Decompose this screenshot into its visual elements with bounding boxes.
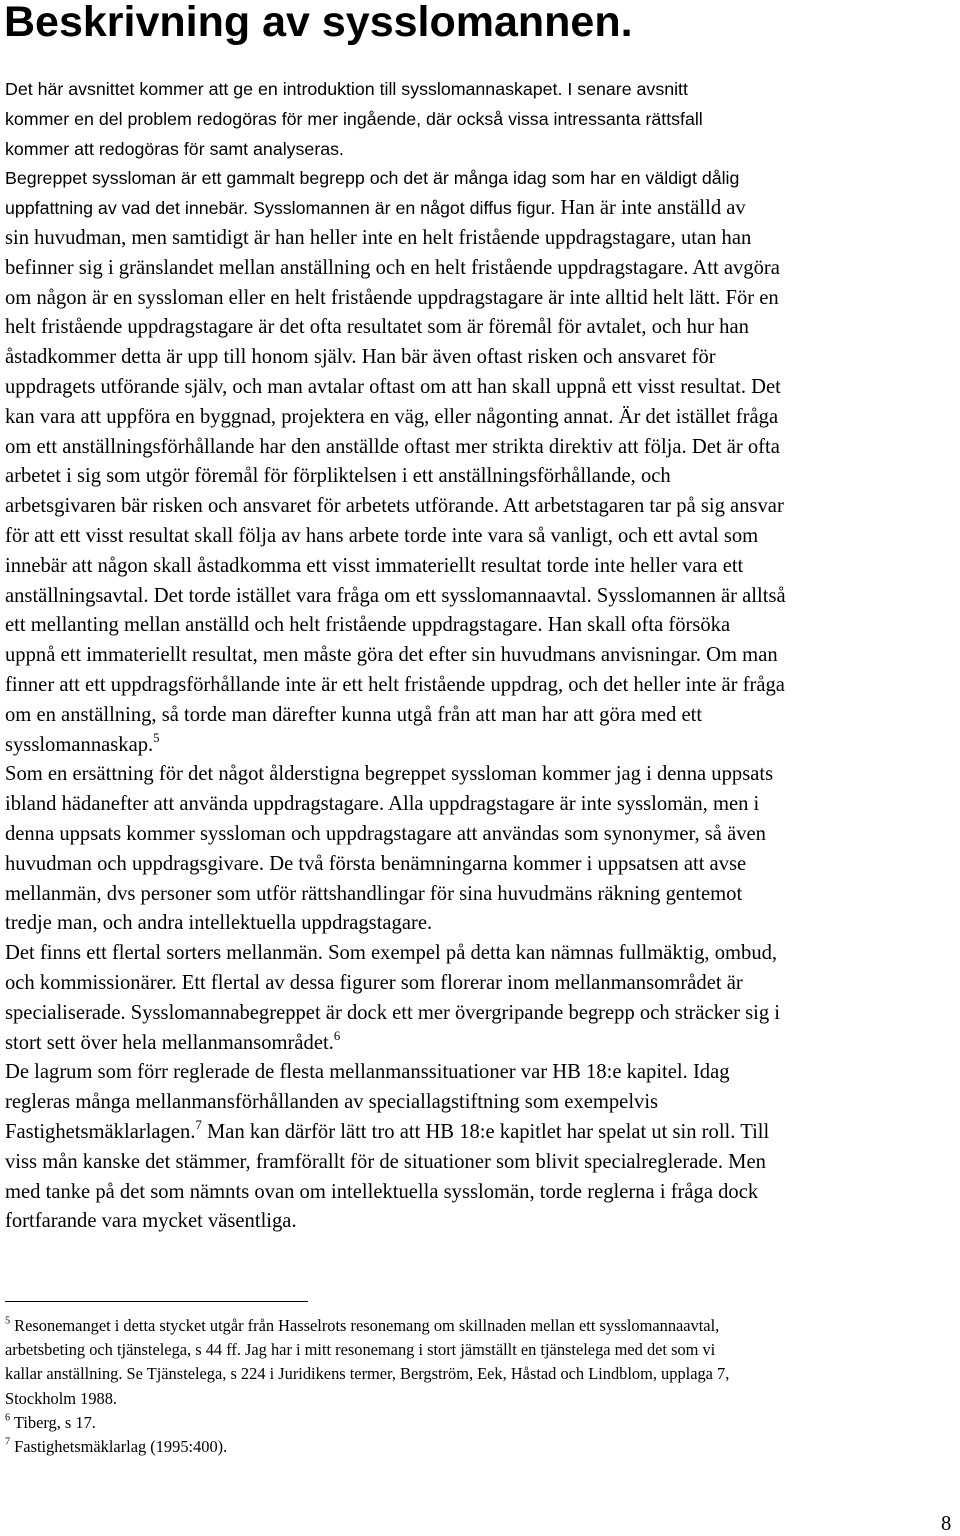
body-line-text: befinner sig i gränslandet mellan anställning och en helt fristående uppdragstagare. Att avgöra <box>5 256 780 279</box>
body-line-text: Begreppet syssloman är ett gammalt begrepp och det är många idag som har en väldigt dålig <box>5 168 740 189</box>
body-line <box>5 405 778 429</box>
footnote-number: 7 <box>5 1436 11 1448</box>
body-line-text: och kommissionärer. Ett flertal av dessa figurer som florerar inom mellanmansområdet är <box>5 972 743 994</box>
body-line <box>5 852 746 876</box>
body-line-text: regleras många mellanmansförhållanden av speciallagstiftning som exempelvis <box>5 1091 659 1114</box>
body-line-text: om ett anställningsförhållande har den anställde oftast mer strikta direktiv att följa. Det är ofta <box>5 435 780 458</box>
body-line-text: anställningsavtal. Det torde istället vara fråga om ett sysslomannaavtal. Sysslomannen är alltså <box>5 584 786 607</box>
footnote-text: arbetsbeting och tjänstelega, s 44 ff. Jag har i mitt resonemang i stort jämställt en tjänstelega med det som vi <box>5 1340 716 1360</box>
body-line-text: arbetet i sig som utgör föremål för förpliktelsen i ett anställningsförhållande, och <box>5 465 671 488</box>
body-line <box>5 730 160 757</box>
body-line-text: viss mån kanske det stämmer, framförallt för de situationer som blivit specialreglerade. Men <box>5 1150 766 1173</box>
body-line <box>5 166 739 190</box>
body-line-text: finner att ett uppdragsförhållande inte är ett helt fristående uppdrag, och det heller inte är fråga <box>5 674 785 696</box>
body-line <box>5 673 785 697</box>
body-line <box>5 494 784 518</box>
body-line-text: kommer en del problem redogöras för mer ingående, där också vissa intressanta rättsfall <box>5 108 703 129</box>
body-line <box>5 435 780 459</box>
body-line <box>5 1090 658 1114</box>
body-line-text: ibland hädanefter att använda uppdragstagare. Alla uppdragstagare är inte sysslomän, men i <box>5 793 760 816</box>
body-line-text: med tanke på det som nämnts ovan om intellektuella sysslomän, torde reglerna i fråga dock <box>5 1180 759 1203</box>
footnote-text: kallar anställning. Se Tjänstelega, s 224 i Juridikens termer, Bergström, Eek, Håstad och Lindblom, upplaga 7, <box>5 1364 730 1384</box>
footnote-line <box>5 1364 729 1384</box>
footnote-text: Resonemanget i detta stycket utgår från Hasselrots resonemang om skillnaden mellan ett sysslomannaavtal, <box>10 1316 720 1335</box>
body-line-text: De lagrum som förr reglerade de flesta mellanmanssituationer var HB 18:e kapitel. Idag <box>5 1061 730 1084</box>
body-line <box>5 1209 297 1233</box>
body-line <box>5 226 751 250</box>
body-line <box>5 77 688 101</box>
footnote-separator <box>5 1301 308 1302</box>
body-line <box>5 911 432 935</box>
body-line <box>5 375 781 399</box>
page-title: Beskrivning av sysslomannen. <box>4 0 633 46</box>
body-line-text: sysslomannaskap. <box>5 733 154 756</box>
footnote-number: 5 <box>5 1315 11 1327</box>
body-line <box>5 941 777 965</box>
body-line <box>5 345 716 369</box>
body-line <box>5 315 749 339</box>
body-line <box>5 584 786 608</box>
footnote-number: 6 <box>5 1412 11 1424</box>
body-line-text: Som en ersättning för det något ålderstigna begreppet syssloman kommer jag i denna uppsats <box>5 763 774 786</box>
body-line-text: innebär att någon skall åstadkomma ett visst immateriellt resultat torde inte heller vara ett <box>5 554 744 577</box>
footnote-reference: 5 <box>153 730 160 745</box>
body-line-text: stort sett över hela mellanmansområdet. <box>5 1031 334 1054</box>
body-line-text: Det här avsnittet kommer att ge en introduktion till sysslomannaskapet. I senare avsnitt <box>5 79 688 99</box>
body-line <box>5 464 671 488</box>
body-line <box>5 1150 766 1174</box>
body-line <box>5 554 743 578</box>
body-line <box>5 971 743 995</box>
body-line <box>5 1060 730 1084</box>
body-line-text: om en anställning, så torde man därefter kunna utgå från att man har att göra med ett <box>5 703 703 726</box>
footnote-reference: 6 <box>333 1028 341 1043</box>
body-line <box>5 137 344 161</box>
body-line-text: fortfarande vara mycket väsentliga. <box>5 1210 297 1233</box>
body-line-text: Det finns ett flertal sorters mellanmän. Som exempel på detta kan nämnas fullmäktig, ombud, <box>5 942 778 965</box>
footnote-line <box>5 1316 719 1336</box>
body-line <box>5 822 766 846</box>
body-line-text: denna uppsats kommer syssloman och uppdragstagare att användas som synonymer, så även <box>5 823 766 845</box>
body-line-text: arbetsgivaren bär risken och ansvaret för arbetets utförande. Att arbetstagaren tar på sig ansvar <box>5 495 784 518</box>
body-line <box>5 613 730 637</box>
body-line-segment: Han är inte anställd av <box>555 197 746 220</box>
footnote-line <box>5 1413 96 1433</box>
body-line-text: åstadkommer detta är upp till honom själv. Han bär även oftast risken och ansvaret för <box>5 346 716 369</box>
body-line-text: för att ett visst resultat skall följa av hans arbete torde inte vara så vanligt, och ett avtal som <box>5 525 759 547</box>
footnote-line <box>5 1437 227 1457</box>
body-line <box>5 1001 780 1025</box>
body-line <box>5 643 778 667</box>
body-line-text: sin huvudman, men samtidigt är han heller inte en helt fristående uppdragstagare, utan han <box>5 227 752 249</box>
body-line <box>5 524 758 548</box>
body-line <box>5 703 702 727</box>
footnote-line <box>5 1340 715 1360</box>
body-line <box>5 792 759 816</box>
body-line <box>5 762 773 786</box>
footnote-text: Tiberg, s 17. <box>10 1412 96 1432</box>
body-line <box>5 882 742 906</box>
body-line-text: kan vara att uppföra en byggnad, projektera en väg, eller någonting annat. Är det istället fråga <box>5 405 779 428</box>
body-line-text: uppnå ett immateriellt resultat, men måste göra det efter sin huvudmans anvisningar. Om man <box>5 644 778 667</box>
body-line-text: huvudman och uppdragsgivare. De två första benämningarna kommer i uppsatsen att avse <box>5 852 747 875</box>
body-line-text: mellanmän, dvs personer som utför rättshandlingar för sina huvudmäns räkning gentemot <box>5 882 743 905</box>
body-line <box>5 256 780 280</box>
body-line <box>5 1180 758 1204</box>
body-line <box>5 1117 770 1144</box>
footnote-reference: 7 <box>195 1117 202 1132</box>
body-line-text: Man kan därför lätt tro att HB 18:e kapitlet har spelat ut sin roll. Till <box>201 1121 770 1143</box>
body-line-text: Fastighetsmäklarlagen. <box>5 1121 196 1143</box>
footnote-text: Fastighetsmäklarlag (1995:400). <box>10 1437 228 1456</box>
body-line <box>5 1028 341 1055</box>
page-number: 8 <box>941 1513 952 1535</box>
footnote-line <box>5 1389 117 1409</box>
body-line <box>5 107 703 131</box>
body-line-text: tredje man, och andra intellektuella uppdragstagare. <box>5 912 433 935</box>
footnote-text: Stockholm 1988. <box>5 1388 118 1408</box>
body-line-text: specialiserade. Sysslomannabegreppet är dock ett mer övergripande begrepp och sträcker sig i <box>5 1001 781 1024</box>
body-line-text: ett mellanting mellan anställd och helt fristående uppdragstagare. Han skall ofta försöka <box>5 614 731 637</box>
body-line-text: om någon är en syssloman eller en helt fristående uppdragstagare är inte alltid helt lätt. För en <box>5 286 779 309</box>
body-line-segment: uppfattning av vad det innebär. Sysslomannen är en något diffus figur. <box>5 198 556 219</box>
body-line-text: uppdragets utförande själv, och man avtalar oftast om att han skall uppnå ett visst resultat. Det <box>5 376 781 398</box>
body-line <box>5 196 746 220</box>
body-line <box>5 286 779 310</box>
body-line-text: kommer att redogöras för samt analyseras. <box>5 138 344 159</box>
body-line-text: helt fristående uppdragstagare är det ofta resultatet som är föremål för avtalet, och hur han <box>5 316 749 339</box>
